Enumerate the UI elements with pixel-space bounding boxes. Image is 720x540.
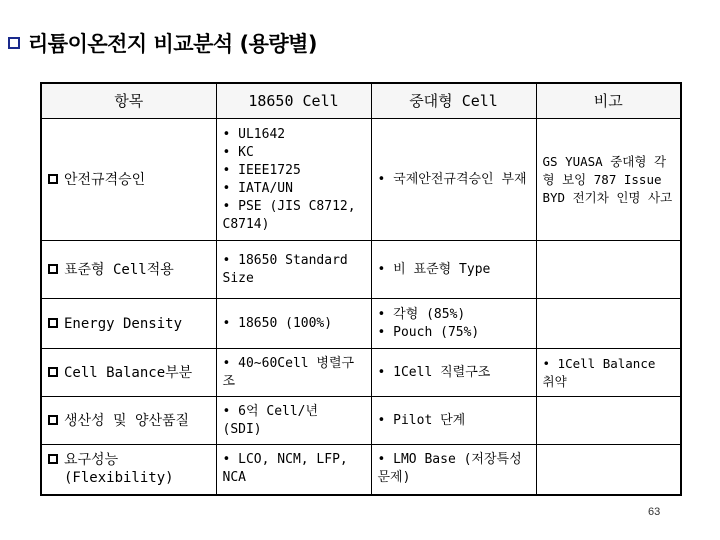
row-item-label: 생산성 및 양산품질 bbox=[64, 412, 190, 429]
row-18650-cell bbox=[216, 445, 371, 495]
list-item: • LCO, NCM, LFP, NCA bbox=[222, 452, 348, 486]
slide-title bbox=[8, 28, 317, 58]
row-item-label: 표준형 Cell적용 bbox=[64, 261, 174, 278]
square-bullet-icon bbox=[48, 454, 58, 464]
row-item-label: 안전규격승인 bbox=[64, 171, 146, 188]
table-row bbox=[41, 397, 681, 445]
row-item-label: 요구성능 (Flexibility) bbox=[64, 452, 174, 487]
row-large-cell bbox=[371, 397, 536, 445]
list-item: • 18650 (100%) bbox=[222, 315, 333, 331]
list-item: • KC bbox=[222, 144, 254, 160]
table-row bbox=[41, 241, 681, 299]
list-item: • 6억 Cell/년 (SDI) bbox=[222, 403, 319, 437]
list-item: • 국제안전규격승인 부재 bbox=[377, 171, 527, 187]
table-row bbox=[41, 349, 681, 397]
list-item: • Pouch (75%) bbox=[377, 324, 480, 340]
row-note-cell bbox=[536, 241, 681, 299]
row-note-cell bbox=[536, 445, 681, 495]
row-item-label: Cell Balance부분 bbox=[64, 364, 193, 381]
row-note-cell: • 1Cell Balance 취약 bbox=[536, 349, 681, 397]
list-item: • 각형 (85%) bbox=[377, 306, 466, 322]
table-row bbox=[41, 445, 681, 495]
row-note-cell bbox=[536, 299, 681, 349]
row-item-cell bbox=[41, 397, 216, 445]
row-large-cell bbox=[371, 445, 536, 495]
list-item: • IEEE1725 bbox=[222, 162, 301, 178]
row-18650-cell bbox=[216, 241, 371, 299]
row-item-cell bbox=[41, 241, 216, 299]
row-18650-cell bbox=[216, 397, 371, 445]
header-18650-cell: 18650 Cell bbox=[216, 83, 371, 119]
square-bullet-icon bbox=[48, 367, 58, 377]
square-bullet-icon bbox=[48, 415, 58, 425]
list-item: • IATA/UN bbox=[222, 180, 293, 196]
row-large-cell bbox=[371, 349, 536, 397]
list-item: • 18650 Standard Size bbox=[222, 252, 348, 286]
table-row bbox=[41, 299, 681, 349]
row-18650-cell bbox=[216, 349, 371, 397]
list-item: • 1Cell 직렬구조 bbox=[377, 364, 491, 380]
list-item: • UL1642 bbox=[222, 126, 286, 142]
row-large-cell bbox=[371, 119, 536, 241]
row-item-cell bbox=[41, 299, 216, 349]
row-note-cell bbox=[536, 397, 681, 445]
list-item: • 비 표준형 Type bbox=[377, 261, 491, 277]
header-large-cell: 중대형 Cell bbox=[371, 83, 536, 119]
list-item: • LMO Base (저장특성 문제) bbox=[377, 452, 522, 486]
row-item-cell bbox=[41, 445, 216, 495]
row-18650-cell bbox=[216, 119, 371, 241]
header-note: 비고 bbox=[536, 83, 681, 119]
row-note-cell: GS YUASA 중대형 각형 보잉 787 Issue BYD 전기차 인명 사고 bbox=[536, 119, 681, 241]
square-bullet-icon bbox=[48, 318, 58, 328]
page-number: 63 bbox=[648, 506, 661, 518]
slide-title-text: 리튬이온전지 비교분석 (용량별) bbox=[28, 32, 318, 56]
square-bullet-icon bbox=[48, 264, 58, 274]
table-row bbox=[41, 119, 681, 241]
comparison-table bbox=[40, 82, 682, 496]
row-large-cell bbox=[371, 241, 536, 299]
row-large-cell bbox=[371, 299, 536, 349]
table-header-row bbox=[41, 83, 681, 119]
list-item: • PSE (JIS C8712, C8714) bbox=[222, 198, 356, 232]
list-item: • Pilot 단계 bbox=[377, 412, 466, 428]
row-item-cell bbox=[41, 349, 216, 397]
checkbox-bullet-icon bbox=[8, 37, 20, 49]
row-item-cell bbox=[41, 119, 216, 241]
header-item: 항목 bbox=[41, 83, 216, 119]
row-18650-cell bbox=[216, 299, 371, 349]
row-item-label: Energy Density bbox=[64, 315, 183, 332]
square-bullet-icon bbox=[48, 174, 58, 184]
list-item: • 40~60Cell 병렬구조 bbox=[222, 355, 355, 389]
